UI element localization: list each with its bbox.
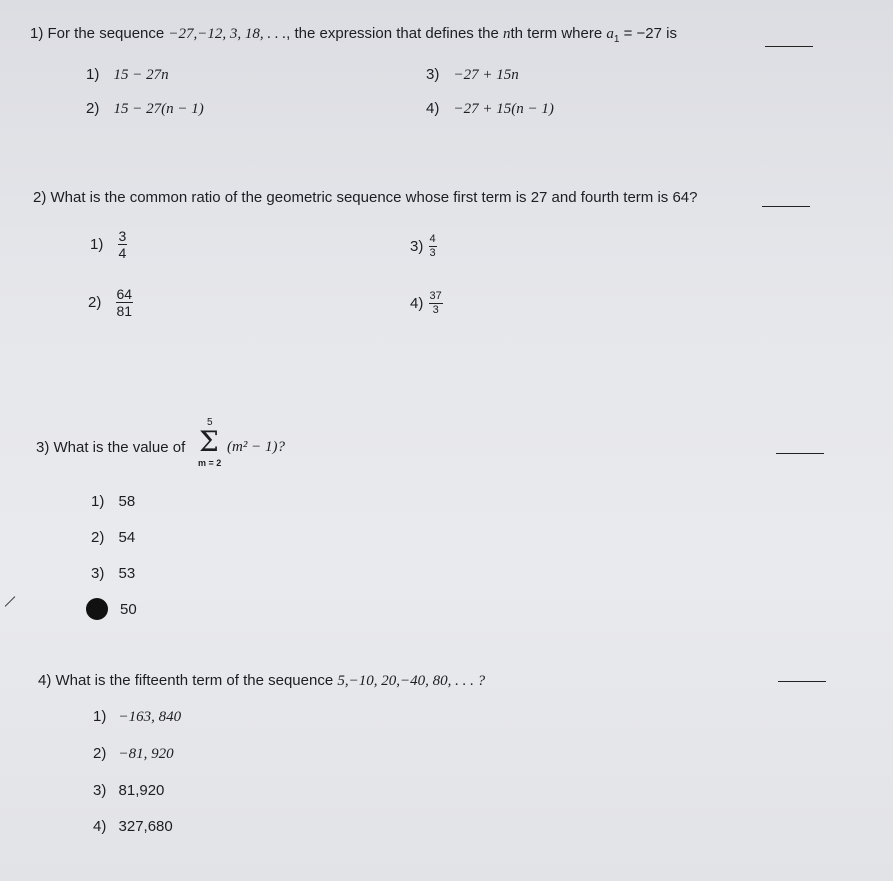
q1-prompt-text-2: , the expression that defines the — [286, 25, 503, 42]
q3-option-1[interactable] — [91, 493, 135, 510]
fraction-denominator: 3 — [429, 247, 436, 259]
q1-a-variable: a — [606, 26, 614, 42]
option-text: 15 − 27n — [113, 67, 169, 83]
option-number: 2) — [88, 294, 102, 311]
q4-option-3[interactable] — [93, 782, 164, 799]
option-number: 3) — [426, 66, 440, 83]
option-text: 81,920 — [118, 782, 165, 799]
fraction-numerator: 4 — [429, 233, 436, 245]
q1-a1-value: = −27 is — [619, 25, 677, 42]
q4-answer-blank[interactable] — [778, 681, 826, 682]
q2-option-3[interactable] — [410, 234, 437, 259]
option-number: 2) — [91, 529, 105, 546]
q1-option-2[interactable] — [86, 100, 204, 118]
option-number: 1) — [86, 66, 100, 83]
q2-option-2[interactable] — [88, 287, 133, 318]
option-number: 4) — [93, 818, 107, 835]
q3-option-2[interactable] — [91, 529, 135, 546]
fraction-numerator: 64 — [116, 286, 133, 302]
option-number: 3) — [410, 238, 424, 255]
option-fraction — [429, 291, 443, 316]
selected-answer-bubble[interactable] — [87, 599, 107, 619]
q4-option-2[interactable] — [93, 745, 174, 763]
option-number: 4) — [426, 100, 440, 117]
q4-option-1[interactable] — [93, 708, 181, 726]
option-text: 50 — [120, 601, 137, 618]
sum-upper-limit: 5 — [207, 417, 213, 428]
option-number: 2) — [86, 100, 100, 117]
q3-option-4[interactable] — [120, 601, 137, 618]
sum-expression: (m² − 1)? — [227, 439, 285, 455]
option-text: −27 + 15(n − 1) — [453, 101, 554, 117]
q4-option-4[interactable] — [93, 818, 173, 835]
q2-option-4[interactable] — [410, 291, 443, 316]
option-fraction — [116, 287, 134, 318]
option-number: 1) — [90, 236, 104, 253]
option-text: −163, 840 — [118, 709, 182, 725]
question-2-prompt: 2) What is the common ratio of the geometric sequence whose first term is 27 and fourth term is 64? — [33, 189, 698, 206]
q3-option-3[interactable] — [91, 565, 135, 582]
option-number: 2) — [93, 745, 107, 762]
option-fraction — [118, 229, 128, 260]
q4-prompt-text: 4) What is the fifteenth term of the sequence — [38, 672, 338, 689]
option-text: 53 — [118, 565, 136, 582]
sigma-icon: Σ — [199, 425, 219, 458]
option-text: 327,680 — [118, 818, 173, 835]
q1-option-4[interactable] — [426, 100, 554, 118]
option-number: 1) — [93, 708, 107, 725]
question-4-prompt — [38, 672, 485, 690]
option-number: 1) — [91, 493, 105, 510]
fraction-denominator: 3 — [432, 304, 439, 316]
question-1-prompt — [30, 25, 677, 45]
option-text: 54 — [118, 529, 136, 546]
q4-sequence: 5,−10, 20,−40, 80, . . . ? — [337, 673, 486, 689]
option-number: 4) — [410, 295, 424, 312]
question-3-prompt: 3) What is the value of — [36, 439, 186, 456]
fraction-denominator: 4 — [118, 245, 127, 261]
q1-prompt-text-3: th term where — [510, 25, 607, 42]
option-text: −81, 920 — [118, 746, 174, 762]
option-number: 3) — [91, 565, 105, 582]
q1-prompt-text: 1) For the sequence — [30, 25, 169, 42]
sum-lower-limit: m = 2 — [198, 458, 222, 468]
q2-answer-blank[interactable] — [762, 206, 810, 207]
q3-answer-blank[interactable] — [776, 453, 824, 454]
q1-n-variable: n — [502, 26, 511, 42]
q1-a-subscript: 1 — [613, 34, 620, 45]
fraction-denominator: 81 — [116, 303, 133, 319]
fraction-numerator: 3 — [118, 228, 127, 244]
option-number: 3) — [93, 782, 107, 799]
check-mark — [5, 596, 16, 607]
option-text: 15 − 27(n − 1) — [113, 101, 204, 117]
q1-answer-blank[interactable] — [765, 46, 813, 47]
q1-sequence: −27,−12, 3, 18, . . . — [168, 26, 287, 42]
q1-option-1[interactable] — [86, 66, 169, 84]
option-text: 58 — [118, 493, 136, 510]
option-fraction — [429, 234, 437, 259]
option-text: −27 + 15n — [453, 67, 519, 83]
q1-option-3[interactable] — [426, 66, 519, 84]
fraction-numerator: 37 — [429, 290, 442, 302]
q2-option-1[interactable] — [90, 229, 127, 260]
